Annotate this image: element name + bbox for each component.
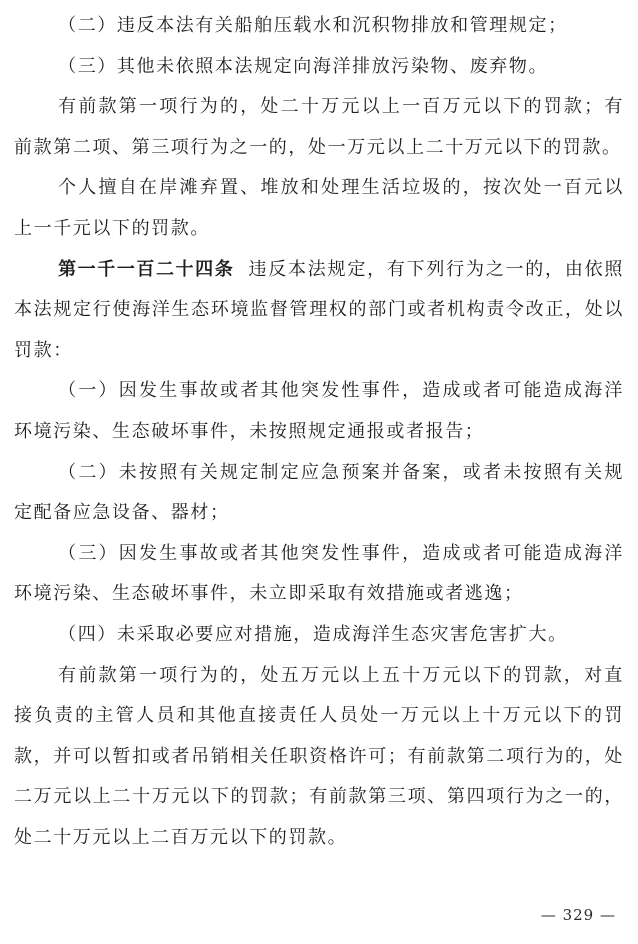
page-number: — 329 — [540, 906, 616, 924]
article-heading: 第一千一百二十四条 [58, 258, 235, 280]
article-text: 违反本法规定，有下列行为之一的，由依照本法规定行使海洋生态环境监督管理权的部门或者机构责令改正，处以罚款： [14, 258, 624, 361]
paragraph-item-3b: （三）因发生事故或者其他突发性事件，造成或者可能造成海洋环境污染、生态破坏事件，未立即采取有效措施或者逃逸； [14, 542, 624, 605]
paragraph-item-4b: （四）未采取必要应对措施，造成海洋生态灾害危害扩大。 [58, 623, 568, 645]
paragraph-penalty-2: 有前款第一项行为的，处五万元以上五十万元以下的罚款，对直接负责的主管人员和其他直接责任人员处一万元以上十万元以下的罚款，并可以暂扣或者吊销相关任职资格许可；有前款第二项行为的，处二万元以上二十万元以下的罚款；有前款第三项、第四项行为之一的，处二十万元以上二百万元以下的罚款。 [14, 664, 624, 848]
paragraph-personal-garbage: 个人擅自在岸滩弃置、堆放和处理生活垃圾的，按次处一百元以上一千元以下的罚款。 [14, 177, 624, 239]
paragraph-item-1b: （一）因发生事故或者其他突发性事件，造成或者可能造成海洋环境污染、生态破坏事件，未按照规定通报或者报告； [14, 380, 624, 442]
paragraph-penalty-1: 有前款第一项行为的，处二十万元以上一百万元以下的罚款；有前款第二项、第三项行为之一的，处一万元以上二十万元以下的罚款。 [14, 96, 624, 158]
paragraph-item-3: （三）其他未依照本法规定向海洋排放污染物、废弃物。 [58, 55, 549, 77]
article-paragraph [14, 250, 624, 372]
paragraph-item-2: （二）违反本法有关船舶压载水和沉积物排放和管理规定； [58, 15, 568, 36]
body-text [14, 6, 624, 858]
paragraph-item-2b: （二）未按照有关规定制定应急预案并备案，或者未按照有关规定配备应急设备、器材； [14, 461, 624, 524]
